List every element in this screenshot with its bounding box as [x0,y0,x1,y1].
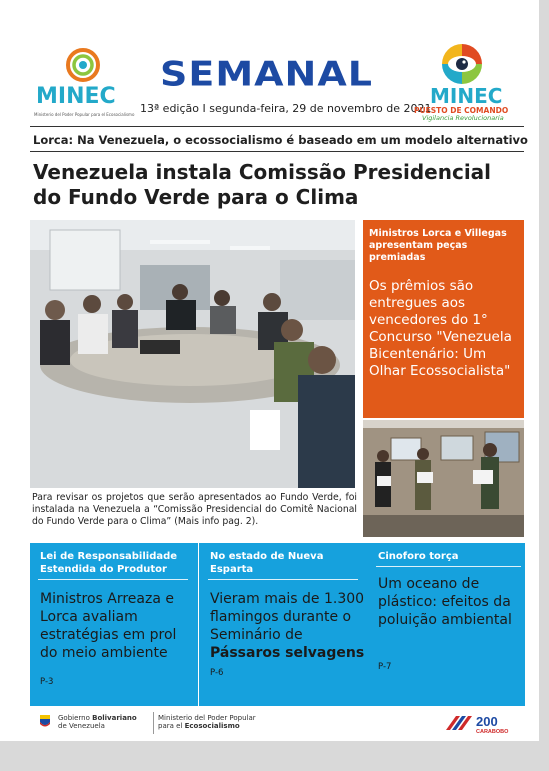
brief-2-kicker: No estado de Nueva Esparta [210,551,324,575]
footer [30,712,525,738]
minec-tagline: Ministerio del Poder Popular para el Ecosocialismo [34,112,135,117]
brief-1-page: P-3 [40,677,54,687]
brief-1-text: Ministros Arreaza e Lorca avaliam estratégias em prol do meio ambiente [40,591,177,661]
ministerio-label [158,714,256,730]
awards-body: Os prêmios são entregues aos vencedores do 1° Concurso "Venezuela Bicentenário: Um Olhar Ecossocialista" [369,278,512,379]
awards-photo-illustration [363,420,524,537]
brief-column-3 [368,543,525,706]
page-edge-right [539,0,549,771]
brief-3-kicker: Cinoforo torça [378,551,459,562]
column-divider-1 [198,543,199,706]
brief-1-kicker: Lei de Responsabilidade Estendida do Produtor [40,551,178,575]
minec-logo-right [414,42,524,124]
awards-kicker: Ministros Lorca e Villegas apresentam peças premiadas [369,228,507,263]
brief-column-2 [200,543,366,706]
brief-1-rule [38,579,188,580]
lead-kicker: Lorca: Na Venezuela, o ecossocialismo é baseado em um modelo alternativo [33,133,528,147]
minec-wordmark-right: MINEC [430,84,503,108]
minec-logo-left [34,48,135,120]
carabobo-200-logo [446,712,516,734]
footer-divider [153,712,154,734]
brief-2-bold-text: Pássaros selvagens [210,645,365,661]
kicker-rule [30,151,524,152]
brief-2-text: Vieram mais de 1.300 flamingos durante o Seminário de [210,591,365,643]
eye-logo-icon [440,42,484,86]
brief-3-page: P-7 [378,662,392,672]
gob-text-line2: de Venezuela [58,722,105,730]
meeting-photo-illustration [30,220,355,488]
photo-caption: Para revisar os projetos que serão apresentados ao Fundo Verde, foi instalada na Venezuela a “Comissão Presidencial do Comitê Nacional do Fundo Verde para o Clima” (Mais info pag. 2). [32,492,357,527]
brief-column-1 [30,543,196,706]
header-rule [30,126,524,127]
gobierno-bolivariano-label [58,714,137,730]
awards-box [363,220,524,418]
brief-2-page: P-6 [210,668,224,678]
min-text-bold: Ecosocialismo [184,722,240,730]
puesto-de-comando: PUESTO DE COMANDO [414,106,509,115]
meeting-photo [30,220,355,488]
brief-3-body [378,575,518,629]
vigilancia-revolucionaria: Vigilancia Revolucionaria [422,114,504,122]
awards-photo [363,420,524,537]
page-edge-bottom [0,741,549,771]
carabobo-number: 200 [476,714,498,729]
brief-2-rule [208,579,358,580]
min-text-pre: para el [158,722,185,730]
min-text-line1: Ministerio del Poder Popular [158,714,256,722]
brief-2-body [210,590,366,682]
carabobo-label: CARABOBO [476,729,509,734]
edition-line: 13ª edição I segunda-feira, 29 de novembro de 2021 [140,102,432,115]
main-headline: Venezuela instala Comissão Presidencial do Fundo Verde para o Clima [33,160,492,209]
masthead-title: SEMANAL [160,54,373,94]
news-briefs-strip [30,543,525,706]
minec-wordmark-left: MINEC [36,84,116,109]
swirl-logo-icon [66,48,100,82]
brief-1-body [40,590,190,662]
brief-3-text: Um oceano de plástico: efeitos da poluição ambiental [378,576,512,628]
gob-text-bold: Bolivariano [92,714,137,722]
gob-text-pre: Gobierno [58,714,93,722]
brief-3-rule [376,566,521,567]
venezuela-coat-icon [38,714,52,728]
